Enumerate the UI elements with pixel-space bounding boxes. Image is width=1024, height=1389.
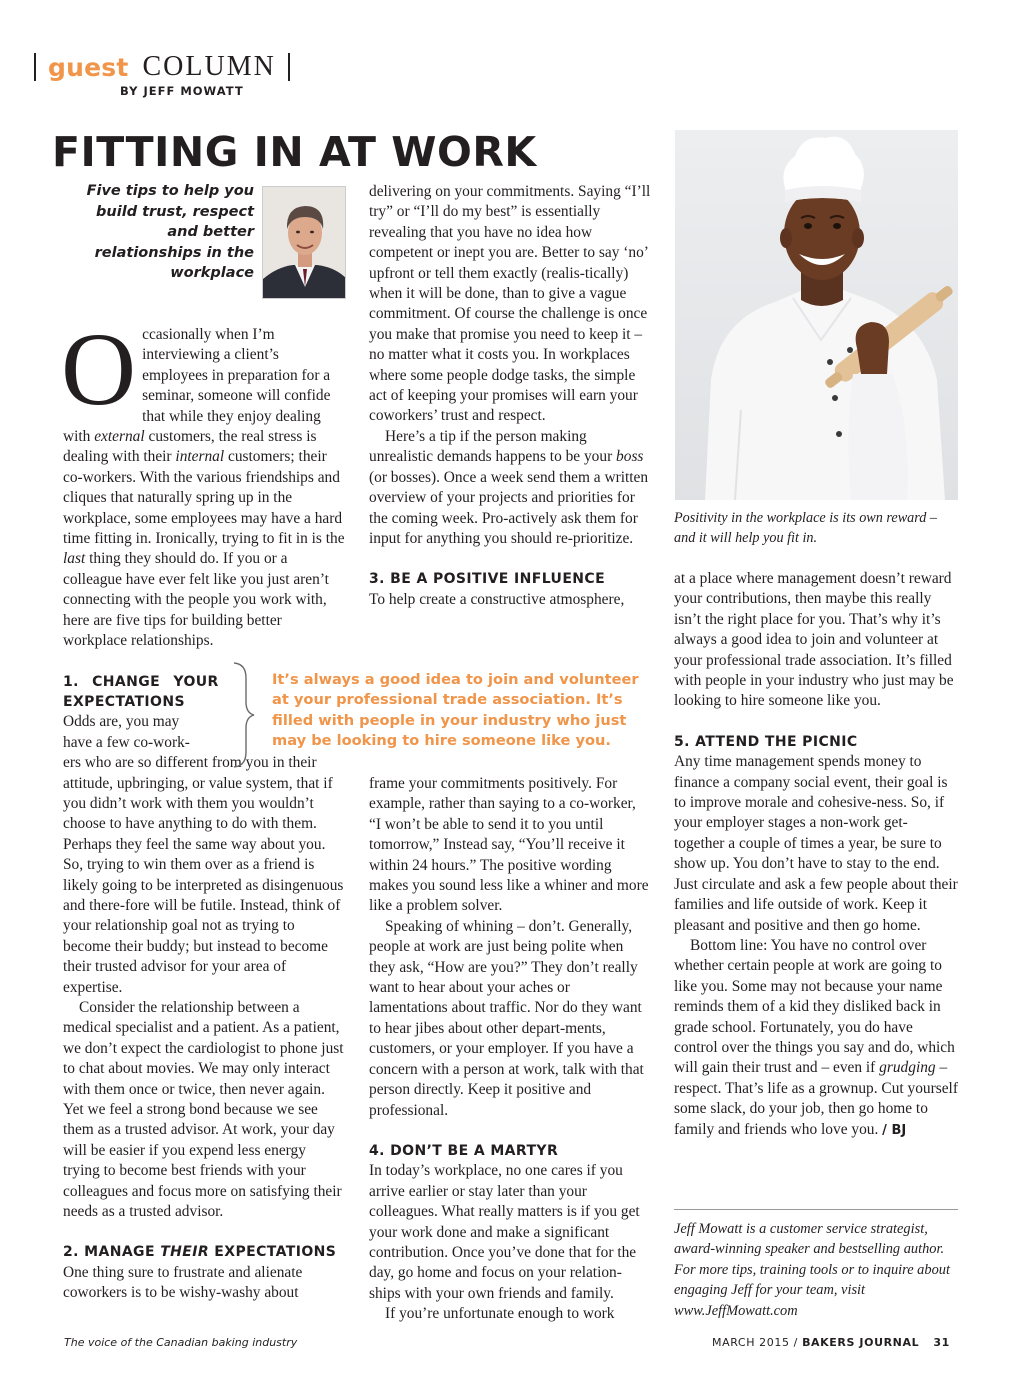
pull-quote-text: It’s always a good idea to join and volunteer at your professional trade association. It’s filled with people in your industry who just may be looking to hire someone like you. [272, 671, 639, 750]
paragraph: ers who are so different from you in their attitude, upbringing, or value system, that if you didn’t work with them you wouldn’t choose to have anything to do with them. Perhaps they feel the same way about you. So, trying to win them over as a friend is likely going to be interpreted as disingenuous and there-fore will be futile. Instead, think of your relationship goal not as trying to become their buddy; but instead to become their trusted advisor for your area of expertise. [63, 754, 344, 996]
curly-brace-icon [226, 660, 256, 770]
spacer [674, 712, 958, 732]
paragraph: If you’re unfortunate enough to work [385, 1305, 615, 1323]
section-heading-1-line1: 1. CHANGE YOUR [63, 673, 219, 690]
footer-folio [712, 1336, 950, 1349]
paragraph: One thing sure to frustrate and alienate coworkers is to be wishy-washy about [63, 1263, 303, 1302]
pull-quote [226, 660, 656, 770]
paragraph: Speaking of whining – don’t. Generally, people at work are just being polite when they ask, “How are you?” They don’t really want to hear about your aches or lamentations about traffic. Nor do they want to hear jibes about other depart-ments, customers, or your employer. If you have a concern with a person at work, talk with that person directly. Keep it positive and professional. [369, 917, 644, 1119]
closing-text: Bottom line: You have no control over whether certain people at work are going to like you. Some may not because your name reminds them of a kid they disliked back in grade school. Fortunately, you do have control over the things you say and do, which will gain their trust and – even if grudging – respect. That’s life as a grownup. Cut yourself some slack, do your job, then go home to family and friends who love you. [674, 936, 958, 1138]
author-headshot [262, 186, 346, 299]
paragraph: at a place where management doesn’t reward your contributions, then maybe this really isn’t the right place for you. That’s why it’s always a good idea to join and volunteer at your professional trade association. It’s filled with people in your industry who just may be looking to hire someone like you. [674, 570, 954, 710]
signoff: / BJ [882, 1122, 907, 1138]
kicker-guest: guest [48, 52, 129, 82]
paragraph: Consider the relationship between a medical specialist and a patient. As a patient, we don’t expect the cardiologist to phone just to chat about movies. We may only interact with them once or twice, then never again. Yet we feel a strong bond because we see them as a trusted advisor. At work, your day will be easier if you expend less energy trying to become best friends with your colleagues and focus more on satisfying their needs as a trusted advisor. [63, 999, 344, 1221]
section-heading-2: 2. MANAGE THEIR EXPECTATIONS [63, 1244, 337, 1261]
section-heading-4: 4. DON’T BE A MARTYR [369, 1142, 559, 1159]
author-portrait-icon [263, 187, 346, 299]
spacer [63, 1222, 345, 1242]
intro-paragraph: ccasionally when I’m interviewing a client’s employees in preparation for a seminar, someone will confide that while they enjoy dealing with external customers, the real stress is dealing with their internal customers; their co-workers. With the various friendships and cliques that naturally spring up in the workplace, some employees may have a hard time fitting in. Ironically, trying to fit in is the last thing they should do. If you or a colleague have ever felt like you just aren’t connecting with the people you work with, here are five tips for building better workplace relationships. [63, 326, 345, 650]
chef-photo [675, 130, 958, 500]
footer-issue: MARCH 2015 / [712, 1336, 798, 1349]
spacer [369, 1121, 651, 1141]
paragraph: frame your commitments positively. For example, rather than saying to a co-worker, “I won’t be able to send it to you until tomorrow,” Instead say, “You’ll receive it within 24 hours.” The positive wording makes you sound less like a whiner and more like a problem solver. [369, 775, 649, 915]
page-number: 31 [933, 1336, 950, 1349]
paragraph: Any time management spends money to finance a company social event, their goal is to improve morale and cohesive-ness. So, if your employer stages a non-work get-together a couple of times a year, be sure to show up. You don’t have to stay to the end. Just circulate and ask a few people about their families and life outside of work. Keep it pleasant and positive and then go home. [674, 753, 958, 934]
article-column-1 [61, 312, 345, 1304]
article-column-3 [674, 569, 958, 1141]
chef-illustration-icon [675, 130, 958, 500]
column-kicker [34, 50, 290, 84]
paragraph: delivering on your commitments. Saying “I’ll try” or “I’ll do my best” is essentially revealing that you have no idea how competent or inept you are. Better to say ‘no’ upfront or tell them exactly (realis-tically) when it will be done, than to give a vague commitment. Of course the challenge is once you make that promise you need to keep it – no matter what it costs you. In workplaces where some people dodge tasks, the simple act of keeping your promises will earn your coworkers’ trust and respect. [369, 183, 651, 425]
section-heading-1-line2: EXPECTATIONS [63, 693, 185, 710]
paragraph: In today’s workplace, no one cares if you arrive earlier or stay later than your colleagues. What really matters is if you get your work done and make a significant contribution. Once you’ve done that for the day, go home and focus on your relation-ships with your own friends and family. [369, 1162, 640, 1302]
paragraph-line: Odds are, you may [63, 713, 180, 731]
photo-caption: Positivity in the workplace is its own reward – and it will help you fit in. [674, 510, 937, 547]
closing-paragraph [674, 936, 958, 1141]
footer-publication: BAKERS JOURNAL [802, 1336, 920, 1349]
drop-cap: O [61, 312, 137, 427]
author-bio: Jeff Mowatt is a customer service strategist, award-winning speaker and bestselling author. For more tips, training tools or to inquire about engaging Jeff for your team, visit www.JeffMowatt.com [674, 1221, 950, 1319]
kicker-bar-left [34, 53, 36, 81]
deck: Five tips to help you build trust, respect and better relationships in the workplace [86, 183, 254, 281]
kicker-bar-right [288, 53, 290, 81]
kicker-column: COLUMN [142, 51, 276, 82]
section-heading-5: 5. ATTEND THE PICNIC [674, 733, 858, 750]
paragraph-line: have a few co-work- [63, 733, 190, 751]
section-heading-3: 3. BE A POSITIVE INFLUENCE [369, 571, 606, 588]
footer-tagline: The voice of the Canadian baking industry [64, 1336, 298, 1349]
headline: FITTING IN AT WORK [52, 128, 537, 176]
bio-divider [674, 1209, 958, 1210]
article-column-2-bottom [369, 774, 651, 1325]
spacer [369, 549, 651, 569]
paragraph-line: To help create a constructive atmosphere, [369, 590, 625, 608]
article-column-2-top [369, 182, 651, 610]
byline: BY JEFF MOWATT [120, 84, 244, 98]
paragraph: Here’s a tip if the person making unrealistic demands happens to be your boss (or bosses). Once a week send them a written overview of your projects and priorities for the coming week. Pro-actively ask them for input for anything you should re-prioritize. [369, 427, 649, 547]
